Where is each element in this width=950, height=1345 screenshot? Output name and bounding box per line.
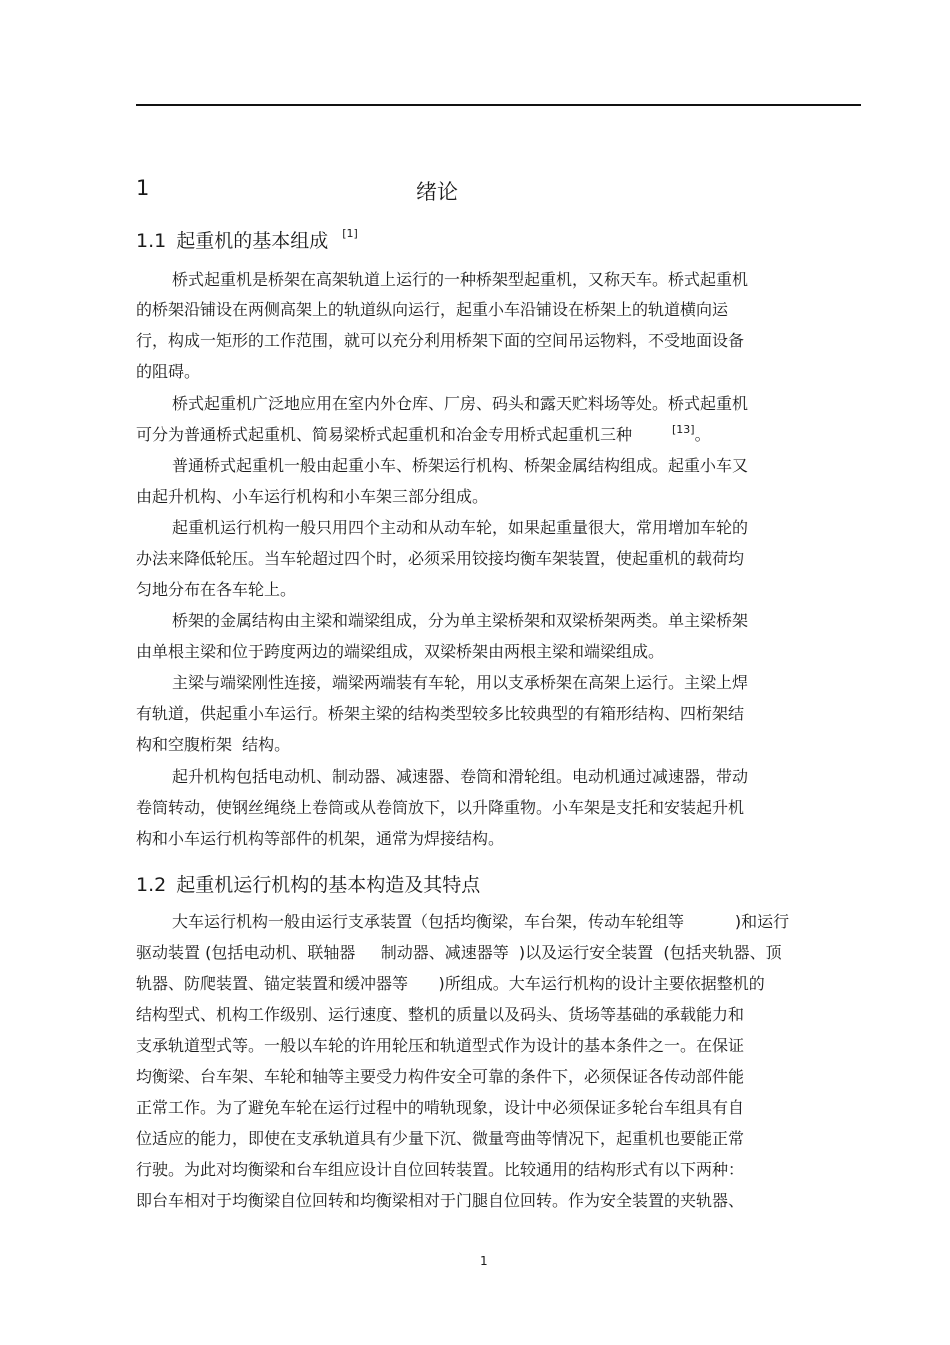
paragraph-line: 位适应的能力，即使在支承轨道具有少量下沉、微量弯曲等情况下，起重机也要能正常 (136, 1129, 745, 1148)
section-heading-1-1 (136, 226, 358, 253)
paragraph-line: 大车运行机构一般由运行支承装置（包括均衡梁，车台架，传动车轮组等 )和运行 (172, 912, 790, 931)
paragraph-line (136, 425, 711, 447)
citation-ref: [1] (342, 227, 358, 240)
paragraph-line: 普通桥式起重机一般由起重小车、桥架运行机构、桥架金属结构组成。起重小车又 (172, 456, 749, 475)
paragraph-line: 构和空腹桁架 结构。 (136, 735, 291, 754)
paragraph-text: 。 (694, 425, 711, 444)
paragraph-line: 行，构成一矩形的工作范围，就可以充分利用桥架下面的空间吊运物料，不受地面设备 (136, 331, 745, 350)
chapter-number: 1 (136, 176, 150, 200)
paragraph-line: 结构型式、机构工作级别、运行速度、整机的质量以及码头、货场等基础的承载能力和 (136, 1005, 745, 1024)
paragraph-line: 有轨道，供起重小车运行。桥架主梁的结构类型较多比较典型的有箱形结构、四桁架结 (136, 704, 745, 723)
paragraph-line: 构和小车运行机构等部件的机架，通常为焊接结构。 (136, 829, 505, 848)
section-heading-1-2 (136, 870, 480, 897)
paragraph-line: 卷筒转动，使钢丝绳绕上卷筒或从卷筒放下，以升降重物。小车架是支托和安装起升机 (136, 798, 745, 817)
section-title: 起重机的基本组成 (176, 230, 329, 252)
paragraph-line: 桥式起重机广泛地应用在室内外仓库、厂房、码头和露天贮料场等处。桥式起重机 (172, 394, 749, 413)
paragraph-line: 桥式起重机是桥架在高架轨道上运行的一种桥架型起重机，又称天车。桥式起重机 (172, 270, 749, 289)
section-title: 起重机运行机构的基本构造及其特点 (176, 874, 481, 896)
paragraph-line: 均衡梁、台车架、车轮和轴等主要受力构件安全可靠的条件下，必须保证各传动部件能 (136, 1067, 745, 1086)
paragraph-line: 桥架的金属结构由主梁和端梁组成，分为单主梁桥架和双梁桥架两类。单主梁桥架 (172, 611, 749, 630)
paragraph-line: 匀地分布在各车轮上。 (136, 580, 297, 599)
citation-ref: [13] (672, 423, 695, 436)
paragraph-line: 由单根主梁和位于跨度两边的端梁组成，双梁桥架由两根主梁和端梁组成。 (136, 642, 665, 661)
paragraph-line: 行驶。为此对均衡梁和台车组应设计自位回转装置。比较通用的结构形式有以下两种： (136, 1160, 745, 1179)
section-number: 1.2 (136, 874, 167, 896)
paragraph-line: 即台车相对于均衡梁自位回转和均衡梁相对于门腿自位回转。作为安全装置的夹轨器、 (136, 1191, 745, 1210)
paragraph-line: 起升机构包括电动机、制动器、减速器、卷筒和滑轮组。电动机通过减速器，带动 (172, 767, 749, 786)
paragraph-line: 驱动装置 (包括电动机、联轴器 制动器、减速器等 )以及运行安全装置 (包括夹轨器、顶 (136, 943, 782, 962)
paragraph-line: 轨器、防爬装置、锚定装置和缓冲器等 )所组成。大车运行机构的设计主要依据整机的 (136, 974, 765, 993)
section-number: 1.1 (136, 230, 167, 252)
header-rule (136, 104, 861, 106)
paragraph-line: 支承轨道型式等。一般以车轮的许用轮压和轨道型式作为设计的基本条件之一。在保证 (136, 1036, 745, 1055)
paragraph-text: 可分为普通桥式起重机、简易梁桥式起重机和冶金专用桥式起重机三种 (136, 425, 633, 444)
paragraph-line: 主梁与端梁刚性连接，端梁两端装有车轮，用以支承桥架在高架上运行。主梁上焊 (172, 673, 749, 692)
paragraph-line: 的桥架沿铺设在两侧高架上的轨道纵向运行，起重小车沿铺设在桥架上的轨道横向运 (136, 300, 729, 319)
paragraph-line: 的阻碍。 (136, 362, 201, 381)
paragraph-line: 由起升机构、小车运行机构和小车架三部分组成。 (136, 487, 489, 506)
paragraph-line: 办法来降低轮压。当车轮超过四个时，必须采用铰接均衡车架装置，使起重机的载荷均 (136, 549, 745, 568)
paragraph-line: 起重机运行机构一般只用四个主动和从动车轮，如果起重量很大，常用增加车轮的 (172, 518, 749, 537)
page-number: 1 (480, 1254, 488, 1268)
chapter-title: 绪论 (416, 180, 458, 204)
paragraph-line: 正常工作。为了避免车轮在运行过程中的啃轨现象，设计中必须保证多轮台车组具有自 (136, 1098, 745, 1117)
